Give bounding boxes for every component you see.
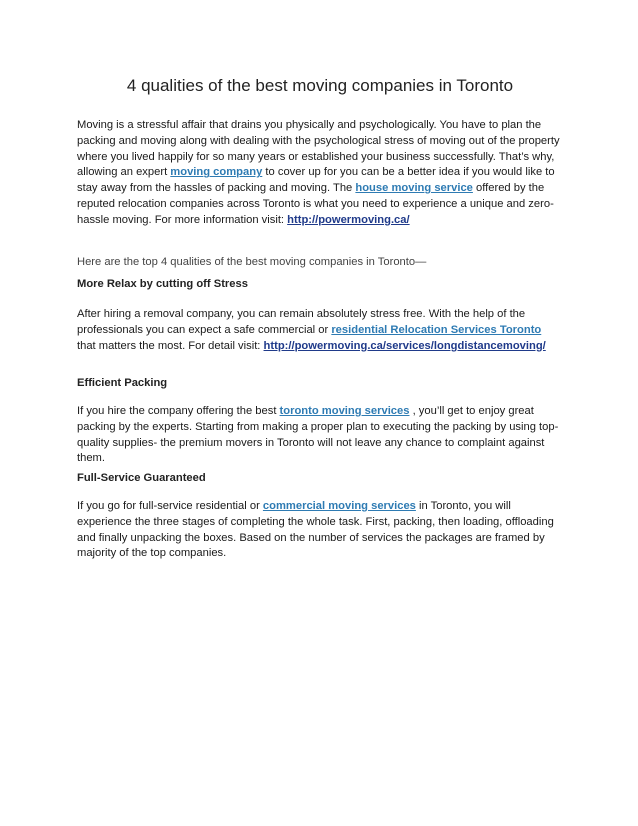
section-paragraph-relax xyxy=(77,307,563,354)
toronto-moving-services-link[interactable]: toronto moving services xyxy=(279,405,410,417)
commercial-moving-services-link[interactable]: commercial moving services xyxy=(262,500,416,512)
intro-text-3: offered by the reputed relocation companies across Toronto is what you need to experience a unique and zero-hassle moving. For more information visit: xyxy=(77,182,554,226)
section-heading-full-service: Full-Service Guaranteed xyxy=(77,472,206,484)
section-heading-relax: More Relax by cutting off Stress xyxy=(77,278,248,290)
section-heading-packing: Efficient Packing xyxy=(77,377,168,389)
longdistance-url-link[interactable]: http://powermoving.ca/services/longdistancemoving/ xyxy=(263,339,546,352)
section-paragraph-packing xyxy=(77,404,563,467)
intro-text-1: Moving is a stressful affair that drains you physically and psychologically. You have to plan the packing and moving along with dealing with the psychological stress of moving out of the property where you lived happily for so many years or established your business successfully. That’s why, allowing an expert xyxy=(77,119,560,179)
moving-company-link[interactable]: moving company xyxy=(170,166,263,179)
relax-text-2: that matters the most. For detail visit: xyxy=(77,339,264,352)
lead-paragraph: Here are the top 4 qualities of the best moving companies in Toronto— xyxy=(77,256,427,268)
intro-paragraph xyxy=(77,118,563,229)
packing-text-1: If you hire the company offering the best xyxy=(77,405,280,417)
full-service-text-1: If you go for full-service residential or xyxy=(77,500,263,512)
intro-text-2: to cover up for you can be a better idea if you would like to stay away from the hassles of packing and moving. The xyxy=(77,166,555,195)
packing-text-2: , you’ll get to enjoy great packing by the experts. Starting from making a proper plan to executing the packing by using top-quality supplies- the premium movers in Toronto will not leave any chance to complaint against them. xyxy=(77,405,559,465)
document-title: 4 qualities of the best moving companies in Toronto xyxy=(126,76,514,95)
residential-relocation-link[interactable]: residential Relocation Services Toronto xyxy=(331,323,542,336)
full-service-text-2: in Toronto, you will experience the three stages of completing the whole task. First, packing, then loading, offloading and finally unpacking the boxes. Based on the number of services the packages are framed by majority of the top companies. xyxy=(77,500,554,560)
relax-text-1: After hiring a removal company, you can remain absolutely stress free. With the help of the professionals you can expect a safe commercial or xyxy=(77,308,526,336)
powermoving-url-link[interactable]: http://powermoving.ca/ xyxy=(287,213,410,226)
section-paragraph-full-service xyxy=(77,499,563,562)
house-moving-service-link[interactable]: house moving service xyxy=(355,182,473,195)
